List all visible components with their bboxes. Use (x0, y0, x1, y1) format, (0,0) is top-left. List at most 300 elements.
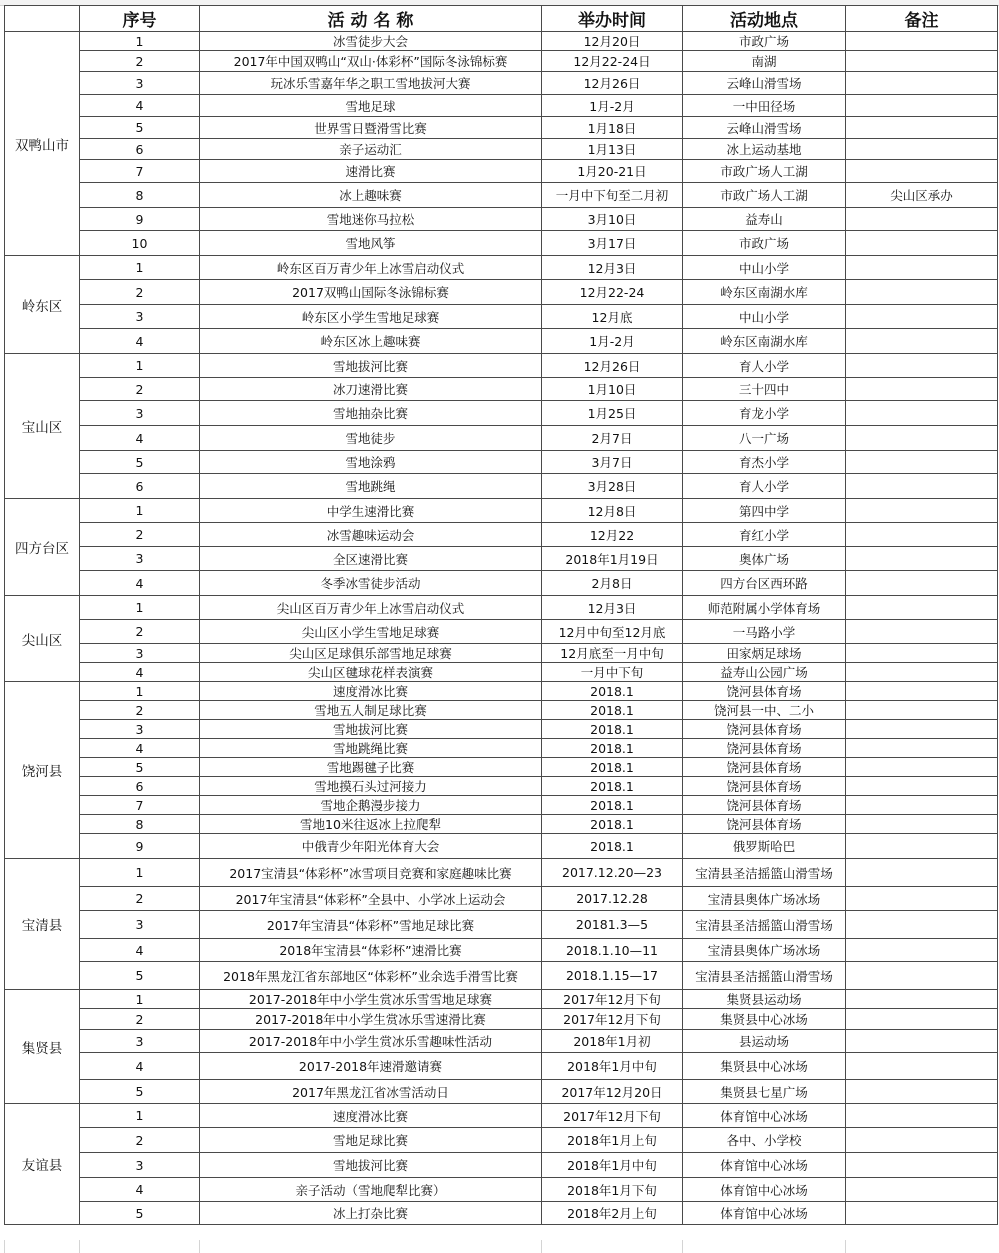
table-row (5, 1202, 998, 1225)
activity-name-cell[interactable]: 雪地拔河比赛 (200, 354, 542, 378)
activity-place-cell[interactable]: 云峰山滑雪场 (683, 117, 846, 139)
row-no-cell[interactable]: 1 (80, 859, 200, 887)
activity-note-cell[interactable] (846, 571, 998, 596)
activity-place-cell[interactable]: 一马路小学 (683, 620, 846, 644)
activity-place-cell[interactable]: 宝清县奥体广场冰场 (683, 887, 846, 911)
activity-place-cell[interactable]: 市政广场人工湖 (683, 160, 846, 183)
row-no-cell[interactable]: 3 (80, 911, 200, 939)
row-no-cell[interactable]: 1 (80, 596, 200, 620)
activity-place-cell[interactable]: 师范附属小学体育场 (683, 596, 846, 620)
table-row (5, 911, 998, 939)
activity-time-cell[interactable]: 1月-2月 (542, 95, 683, 117)
activity-time-cell[interactable]: 2017.12.28 (542, 887, 683, 911)
activity-place-cell[interactable]: 第四中学 (683, 499, 846, 523)
activity-note-cell[interactable] (846, 1128, 998, 1153)
activity-note-cell[interactable] (846, 354, 998, 378)
activity-note-cell[interactable] (846, 758, 998, 777)
activity-time-cell[interactable]: 2018年1月初 (542, 1030, 683, 1053)
activity-time-cell[interactable]: 2018年1月下旬 (542, 1178, 683, 1202)
activity-name-cell[interactable]: 雪地徒步 (200, 426, 542, 451)
activity-note-cell[interactable] (846, 596, 998, 620)
activity-note-cell[interactable] (846, 499, 998, 523)
activity-place-cell[interactable]: 集贤县中心冰场 (683, 1009, 846, 1030)
row-no-cell[interactable]: 10 (80, 231, 200, 256)
activity-time-cell[interactable]: 1月25日 (542, 401, 683, 426)
activity-place-cell[interactable]: 集贤县中心冰场 (683, 1053, 846, 1080)
row-no-cell[interactable]: 2 (80, 1009, 200, 1030)
activity-place-cell[interactable]: 宝清县圣洁摇篮山滑雪场 (683, 962, 846, 990)
table-body (5, 32, 998, 1225)
activity-place-cell[interactable]: 各中、小学校 (683, 1128, 846, 1153)
table-row (5, 758, 998, 777)
activity-name-cell[interactable]: 2017-2018年中小学生赏冰乐雪雪地足球赛 (200, 990, 542, 1009)
activity-time-cell[interactable]: 20181.3—5 (542, 911, 683, 939)
activity-name-cell[interactable]: 雪地五人制足球比赛 (200, 701, 542, 720)
row-no-cell[interactable]: 2 (80, 51, 200, 72)
activity-place-cell[interactable]: 宝清县圣洁摇篮山滑雪场 (683, 911, 846, 939)
row-no-cell[interactable]: 2 (80, 887, 200, 911)
activity-time-cell[interactable]: 3月17日 (542, 231, 683, 256)
row-no-cell[interactable]: 2 (80, 378, 200, 401)
activity-name-cell[interactable]: 冰雪趣味运动会 (200, 523, 542, 547)
activity-time-cell[interactable]: 2018.1.15—17 (542, 962, 683, 990)
activity-note-cell[interactable] (846, 139, 998, 160)
activity-note-cell[interactable] (846, 305, 998, 329)
activity-place-cell[interactable]: 饶河县体育场 (683, 758, 846, 777)
activity-time-cell[interactable]: 2018年1月上旬 (542, 1128, 683, 1153)
activity-time-cell[interactable]: 2017.12.20—23 (542, 859, 683, 887)
row-no-cell[interactable]: 4 (80, 571, 200, 596)
activity-name-cell[interactable]: 岭东区小学生雪地足球赛 (200, 305, 542, 329)
activity-note-cell[interactable] (846, 796, 998, 815)
activity-name-cell[interactable]: 中俄青少年阳光体育大会 (200, 834, 542, 859)
activity-place-cell[interactable]: 饶河县体育场 (683, 682, 846, 701)
region-cell[interactable]: 四方台区 (5, 499, 80, 596)
activity-note-cell[interactable] (846, 280, 998, 305)
activity-note-cell[interactable] (846, 547, 998, 571)
row-no-cell[interactable]: 5 (80, 962, 200, 990)
row-no-cell[interactable]: 4 (80, 329, 200, 354)
region-cell[interactable]: 岭东区 (5, 256, 80, 354)
row-no-cell[interactable]: 5 (80, 1080, 200, 1104)
table-row (5, 720, 998, 739)
col-header-no[interactable]: 序号 (80, 6, 200, 32)
activity-note-cell[interactable] (846, 32, 998, 51)
activity-name-cell[interactable]: 雪地迷你马拉松 (200, 208, 542, 231)
activity-time-cell[interactable]: 2018.1 (542, 777, 683, 796)
row-no-cell[interactable]: 3 (80, 1153, 200, 1178)
activity-time-cell[interactable]: 12月底至一月中旬 (542, 644, 683, 663)
activity-place-cell[interactable]: 俄罗斯哈巴 (683, 834, 846, 859)
activity-time-cell[interactable]: 1月10日 (542, 378, 683, 401)
activity-place-cell[interactable]: 县运动场 (683, 1030, 846, 1053)
region-cell[interactable]: 集贤县 (5, 990, 80, 1104)
row-no-cell[interactable]: 1 (80, 32, 200, 51)
row-no-cell[interactable]: 8 (80, 815, 200, 834)
activity-place-cell[interactable]: 饶河县一中、二小 (683, 701, 846, 720)
activity-time-cell[interactable]: 12月22 (542, 523, 683, 547)
activity-place-cell[interactable]: 市政广场 (683, 32, 846, 51)
col-header-name[interactable]: 活 动 名 称 (200, 6, 542, 32)
activity-name-cell[interactable]: 速度滑冰比赛 (200, 1104, 542, 1128)
row-no-cell[interactable]: 5 (80, 117, 200, 139)
activity-note-cell[interactable] (846, 51, 998, 72)
row-no-cell[interactable]: 2 (80, 620, 200, 644)
activity-time-cell[interactable]: 1月13日 (542, 139, 683, 160)
activity-name-cell[interactable]: 冬季冰雪徒步活动 (200, 571, 542, 596)
activity-place-cell[interactable]: 冰上运动基地 (683, 139, 846, 160)
activity-time-cell[interactable]: 12月26日 (542, 72, 683, 95)
activity-place-cell[interactable]: 田家炳足球场 (683, 644, 846, 663)
row-no-cell[interactable]: 1 (80, 1104, 200, 1128)
col-header-note[interactable]: 备注 (846, 6, 998, 32)
table-row (5, 474, 998, 499)
region-header[interactable] (5, 6, 80, 32)
activity-note-cell[interactable] (846, 1104, 998, 1128)
activity-name-cell[interactable]: 雪地跳绳比赛 (200, 739, 542, 758)
activity-name-cell[interactable]: 2017年黑龙江省冰雪活动日 (200, 1080, 542, 1104)
row-no-cell[interactable]: 4 (80, 939, 200, 962)
region-cell[interactable]: 宝山区 (5, 354, 80, 499)
activity-note-cell[interactable] (846, 834, 998, 859)
activity-note-cell[interactable] (846, 1178, 998, 1202)
row-no-cell[interactable]: 4 (80, 1053, 200, 1080)
row-no-cell[interactable]: 8 (80, 183, 200, 208)
row-no-cell[interactable]: 7 (80, 160, 200, 183)
activity-time-cell[interactable]: 2018.1 (542, 796, 683, 815)
activity-note-cell[interactable] (846, 701, 998, 720)
row-no-cell[interactable]: 5 (80, 758, 200, 777)
activity-time-cell[interactable]: 2018.1 (542, 682, 683, 701)
activity-note-cell[interactable] (846, 777, 998, 796)
activity-name-cell[interactable]: 雪地踢毽子比赛 (200, 758, 542, 777)
activity-place-cell[interactable]: 育红小学 (683, 523, 846, 547)
activity-name-cell[interactable]: 岭东区百万青少年上冰雪启动仪式 (200, 256, 542, 280)
activity-note-cell[interactable] (846, 644, 998, 663)
activity-time-cell[interactable]: 12月3日 (542, 256, 683, 280)
row-no-cell[interactable]: 1 (80, 256, 200, 280)
row-no-cell[interactable]: 3 (80, 1030, 200, 1053)
table-row (5, 1178, 998, 1202)
activity-time-cell[interactable]: 2018年1月中旬 (542, 1053, 683, 1080)
activity-place-cell[interactable]: 集贤县运动场 (683, 990, 846, 1009)
region-cell[interactable]: 双鸭山市 (5, 32, 80, 256)
activity-note-cell[interactable] (846, 1009, 998, 1030)
activity-name-cell[interactable]: 雪地企鹅漫步接力 (200, 796, 542, 815)
activity-name-cell[interactable]: 玩冰乐雪嘉年华之职工雪地拔河大赛 (200, 72, 542, 95)
activity-place-cell[interactable]: 奥体广场 (683, 547, 846, 571)
activity-note-cell[interactable] (846, 911, 998, 939)
activity-name-cell[interactable]: 冰雪徒步大会 (200, 32, 542, 51)
activity-note-cell[interactable]: 尖山区承办 (846, 183, 998, 208)
activity-note-cell[interactable] (846, 859, 998, 887)
activity-name-cell[interactable]: 冰上趣味赛 (200, 183, 542, 208)
activity-note-cell[interactable] (846, 231, 998, 256)
activity-note-cell[interactable] (846, 1030, 998, 1053)
activity-place-cell[interactable]: 市政广场人工湖 (683, 183, 846, 208)
table-row (5, 834, 998, 859)
activity-place-cell[interactable]: 育龙小学 (683, 401, 846, 426)
activity-name-cell[interactable]: 雪地抽杂比赛 (200, 401, 542, 426)
activity-name-cell[interactable]: 雪地摸石头过河接力 (200, 777, 542, 796)
activity-place-cell[interactable]: 宝清县奥体广场冰场 (683, 939, 846, 962)
row-no-cell[interactable]: 7 (80, 796, 200, 815)
activity-name-cell[interactable]: 亲子运动汇 (200, 139, 542, 160)
activity-time-cell[interactable]: 2018年1月19日 (542, 547, 683, 571)
activity-time-cell[interactable]: 12月26日 (542, 354, 683, 378)
activity-note-cell[interactable] (846, 474, 998, 499)
activity-name-cell[interactable]: 世界雪日暨滑雪比赛 (200, 117, 542, 139)
activity-note-cell[interactable] (846, 815, 998, 834)
activity-time-cell[interactable]: 2017年12月下旬 (542, 1009, 683, 1030)
activity-place-cell[interactable]: 三十四中 (683, 378, 846, 401)
activity-time-cell[interactable]: 2018年2月上旬 (542, 1202, 683, 1225)
activity-time-cell[interactable]: 3月7日 (542, 451, 683, 474)
activity-name-cell[interactable]: 冰刀速滑比赛 (200, 378, 542, 401)
activity-place-cell[interactable]: 四方台区西环路 (683, 571, 846, 596)
activity-place-cell[interactable]: 市政广场 (683, 231, 846, 256)
row-no-cell[interactable]: 2 (80, 523, 200, 547)
activity-note-cell[interactable] (846, 1153, 998, 1178)
activity-name-cell[interactable]: 雪地跳绳 (200, 474, 542, 499)
row-no-cell[interactable]: 4 (80, 1178, 200, 1202)
activity-time-cell[interactable]: 2月8日 (542, 571, 683, 596)
row-no-cell[interactable]: 2 (80, 280, 200, 305)
activity-name-cell[interactable]: 2017双鸭山国际冬泳锦标赛 (200, 280, 542, 305)
activity-place-cell[interactable]: 中山小学 (683, 256, 846, 280)
activity-note-cell[interactable] (846, 939, 998, 962)
row-no-cell[interactable]: 9 (80, 834, 200, 859)
activity-place-cell[interactable]: 云峰山滑雪场 (683, 72, 846, 95)
activity-name-cell[interactable]: 2017-2018年速滑邀请赛 (200, 1053, 542, 1080)
region-cell[interactable]: 尖山区 (5, 596, 80, 682)
activity-note-cell[interactable] (846, 95, 998, 117)
activity-time-cell[interactable]: 2018.1.10—11 (542, 939, 683, 962)
row-no-cell[interactable]: 3 (80, 547, 200, 571)
activity-name-cell[interactable]: 雪地涂鸦 (200, 451, 542, 474)
activity-note-cell[interactable] (846, 426, 998, 451)
sheet-bottom-edge (0, 1240, 999, 1253)
table-row (5, 777, 998, 796)
activity-time-cell[interactable]: 2018.1 (542, 701, 683, 720)
activity-time-cell[interactable]: 1月18日 (542, 117, 683, 139)
activity-time-cell[interactable]: 12月3日 (542, 596, 683, 620)
activity-time-cell[interactable]: 12月20日 (542, 32, 683, 51)
activity-name-cell[interactable]: 2017年宝清县“体彩杯”全县中、小学冰上运动会 (200, 887, 542, 911)
activity-place-cell[interactable]: 体育馆中心冰场 (683, 1202, 846, 1225)
activity-time-cell[interactable]: 一月中下旬至二月初 (542, 183, 683, 208)
region-cell[interactable]: 饶河县 (5, 682, 80, 859)
activity-place-cell[interactable]: 饶河县体育场 (683, 777, 846, 796)
activity-name-cell[interactable]: 雪地10米往返冰上拉爬犁 (200, 815, 542, 834)
activity-place-cell[interactable]: 饶河县体育场 (683, 739, 846, 758)
activity-note-cell[interactable] (846, 401, 998, 426)
activity-note-cell[interactable] (846, 1080, 998, 1104)
activity-name-cell[interactable]: 冰上打杂比赛 (200, 1202, 542, 1225)
activity-name-cell[interactable]: 速滑比赛 (200, 160, 542, 183)
activity-name-cell[interactable]: 尖山区小学生雪地足球赛 (200, 620, 542, 644)
activity-time-cell[interactable]: 一月中下旬 (542, 663, 683, 682)
activity-name-cell[interactable]: 雪地拔河比赛 (200, 1153, 542, 1178)
region-cell[interactable]: 宝清县 (5, 859, 80, 990)
activity-note-cell[interactable] (846, 208, 998, 231)
activity-name-cell[interactable]: 速度滑冰比赛 (200, 682, 542, 701)
activity-time-cell[interactable]: 12月底 (542, 305, 683, 329)
activity-name-cell[interactable]: 2017宝清县“体彩杯”冰雪项目竞赛和家庭趣味比赛 (200, 859, 542, 887)
table-row (5, 990, 998, 1009)
activity-name-cell[interactable]: 2017-2018年中小学生赏冰乐雪速滑比赛 (200, 1009, 542, 1030)
activity-place-cell[interactable]: 一中田径场 (683, 95, 846, 117)
table-row (5, 859, 998, 887)
activity-time-cell[interactable]: 12月中旬至12月底 (542, 620, 683, 644)
activity-name-cell[interactable]: 雪地足球比赛 (200, 1128, 542, 1153)
activity-name-cell[interactable]: 尖山区足球俱乐部雪地足球赛 (200, 644, 542, 663)
activity-place-cell[interactable]: 益寿山 (683, 208, 846, 231)
activity-time-cell[interactable]: 2018年1月中旬 (542, 1153, 683, 1178)
activity-name-cell[interactable]: 全区速滑比赛 (200, 547, 542, 571)
row-no-cell[interactable]: 6 (80, 777, 200, 796)
activity-place-cell[interactable]: 益寿山公园广场 (683, 663, 846, 682)
table-row (5, 682, 998, 701)
activity-time-cell[interactable]: 2018.1 (542, 834, 683, 859)
row-no-cell[interactable]: 4 (80, 95, 200, 117)
activity-place-cell[interactable]: 饶河县体育场 (683, 815, 846, 834)
table-row (5, 231, 998, 256)
row-no-cell[interactable]: 1 (80, 990, 200, 1009)
table-row (5, 596, 998, 620)
activity-time-cell[interactable]: 2017年12月20日 (542, 1080, 683, 1104)
activity-time-cell[interactable]: 1月20-21日 (542, 160, 683, 183)
activity-name-cell[interactable]: 尖山区毽球花样表演赛 (200, 663, 542, 682)
activity-note-cell[interactable] (846, 256, 998, 280)
row-no-cell[interactable]: 3 (80, 644, 200, 663)
activity-time-cell[interactable]: 2月7日 (542, 426, 683, 451)
table-row (5, 256, 998, 280)
activity-place-cell[interactable]: 集贤县七星广场 (683, 1080, 846, 1104)
activity-note-cell[interactable] (846, 117, 998, 139)
table-row (5, 1128, 998, 1153)
activity-place-cell[interactable]: 宝清县圣洁摇篮山滑雪场 (683, 859, 846, 887)
activity-time-cell[interactable]: 2018.1 (542, 758, 683, 777)
activity-time-cell[interactable]: 12月22-24 (542, 280, 683, 305)
table-row (5, 183, 998, 208)
region-cell[interactable]: 友谊县 (5, 1104, 80, 1225)
activity-note-cell[interactable] (846, 962, 998, 990)
activity-note-cell[interactable] (846, 720, 998, 739)
activity-place-cell[interactable]: 岭东区南湖水库 (683, 280, 846, 305)
row-no-cell[interactable]: 6 (80, 474, 200, 499)
activity-note-cell[interactable] (846, 990, 998, 1009)
table-row (5, 1104, 998, 1128)
activity-time-cell[interactable]: 3月28日 (542, 474, 683, 499)
row-no-cell[interactable]: 4 (80, 739, 200, 758)
activity-note-cell[interactable] (846, 620, 998, 644)
activity-place-cell[interactable]: 岭东区南湖水库 (683, 329, 846, 354)
activity-name-cell[interactable]: 雪地风筝 (200, 231, 542, 256)
activity-note-cell[interactable] (846, 887, 998, 911)
activity-name-cell[interactable]: 2018年黑龙江省东部地区“体彩杯”业余选手滑雪比赛 (200, 962, 542, 990)
row-no-cell[interactable]: 1 (80, 354, 200, 378)
activity-place-cell[interactable]: 南湖 (683, 51, 846, 72)
activity-note-cell[interactable] (846, 451, 998, 474)
activity-place-cell[interactable]: 体育馆中心冰场 (683, 1104, 846, 1128)
row-no-cell[interactable]: 2 (80, 701, 200, 720)
activity-name-cell[interactable]: 亲子活动（雪地爬犁比赛） (200, 1178, 542, 1202)
activity-name-cell[interactable]: 2018年宝清县“体彩杯”速滑比赛 (200, 939, 542, 962)
activity-note-cell[interactable] (846, 663, 998, 682)
activity-name-cell[interactable]: 中学生速滑比赛 (200, 499, 542, 523)
table-row (5, 939, 998, 962)
activity-note-cell[interactable] (846, 329, 998, 354)
row-no-cell[interactable]: 3 (80, 401, 200, 426)
activity-name-cell[interactable]: 尖山区百万青少年上冰雪启动仪式 (200, 596, 542, 620)
table-row (5, 160, 998, 183)
activity-name-cell[interactable]: 2017年宝清县“体彩杯”雪地足球比赛 (200, 911, 542, 939)
row-no-cell[interactable]: 2 (80, 1128, 200, 1153)
activity-name-cell[interactable]: 雪地足球 (200, 95, 542, 117)
table-row (5, 354, 998, 378)
row-no-cell[interactable]: 1 (80, 682, 200, 701)
table-row (5, 95, 998, 117)
activity-note-cell[interactable] (846, 523, 998, 547)
activity-note-cell[interactable] (846, 160, 998, 183)
row-no-cell[interactable]: 1 (80, 499, 200, 523)
activity-name-cell[interactable]: 岭东区冰上趣味赛 (200, 329, 542, 354)
row-no-cell[interactable]: 3 (80, 305, 200, 329)
row-no-cell[interactable]: 4 (80, 663, 200, 682)
activity-name-cell[interactable]: 2017-2018年中小学生赏冰乐雪趣味性活动 (200, 1030, 542, 1053)
row-no-cell[interactable]: 4 (80, 426, 200, 451)
activity-name-cell[interactable]: 2017年中国双鸭山“双山·体彩杯”国际冬泳锦标赛 (200, 51, 542, 72)
row-no-cell[interactable]: 5 (80, 1202, 200, 1225)
activity-place-cell[interactable]: 饶河县体育场 (683, 796, 846, 815)
col-header-place[interactable]: 活动地点 (683, 6, 846, 32)
activity-place-cell[interactable]: 八一广场 (683, 426, 846, 451)
activity-time-cell[interactable]: 12月8日 (542, 499, 683, 523)
activity-note-cell[interactable] (846, 1053, 998, 1080)
activity-time-cell[interactable]: 12月22-24日 (542, 51, 683, 72)
row-no-cell[interactable]: 3 (80, 720, 200, 739)
activity-place-cell[interactable]: 中山小学 (683, 305, 846, 329)
activity-place-cell[interactable]: 体育馆中心冰场 (683, 1178, 846, 1202)
activity-note-cell[interactable] (846, 378, 998, 401)
activity-time-cell[interactable]: 2018.1 (542, 720, 683, 739)
activity-place-cell[interactable]: 饶河县体育场 (683, 720, 846, 739)
activity-time-cell[interactable]: 2017年12月下旬 (542, 1104, 683, 1128)
activity-time-cell[interactable]: 2017年12月下旬 (542, 990, 683, 1009)
activity-place-cell[interactable]: 育杰小学 (683, 451, 846, 474)
row-no-cell[interactable]: 6 (80, 139, 200, 160)
activity-time-cell[interactable]: 2018.1 (542, 815, 683, 834)
col-header-time[interactable]: 举办时间 (542, 6, 683, 32)
row-no-cell[interactable]: 5 (80, 451, 200, 474)
activity-place-cell[interactable]: 体育馆中心冰场 (683, 1153, 846, 1178)
activity-note-cell[interactable] (846, 739, 998, 758)
activity-time-cell[interactable]: 1月-2月 (542, 329, 683, 354)
activity-note-cell[interactable] (846, 682, 998, 701)
table-row (5, 305, 998, 329)
activity-place-cell[interactable]: 育人小学 (683, 474, 846, 499)
row-no-cell[interactable]: 3 (80, 72, 200, 95)
activity-name-cell[interactable]: 雪地拔河比赛 (200, 720, 542, 739)
activity-time-cell[interactable]: 3月10日 (542, 208, 683, 231)
activity-note-cell[interactable] (846, 1202, 998, 1225)
table-row (5, 523, 998, 547)
activity-place-cell[interactable]: 育人小学 (683, 354, 846, 378)
activity-time-cell[interactable]: 2018.1 (542, 739, 683, 758)
activity-note-cell[interactable] (846, 72, 998, 95)
row-no-cell[interactable]: 9 (80, 208, 200, 231)
